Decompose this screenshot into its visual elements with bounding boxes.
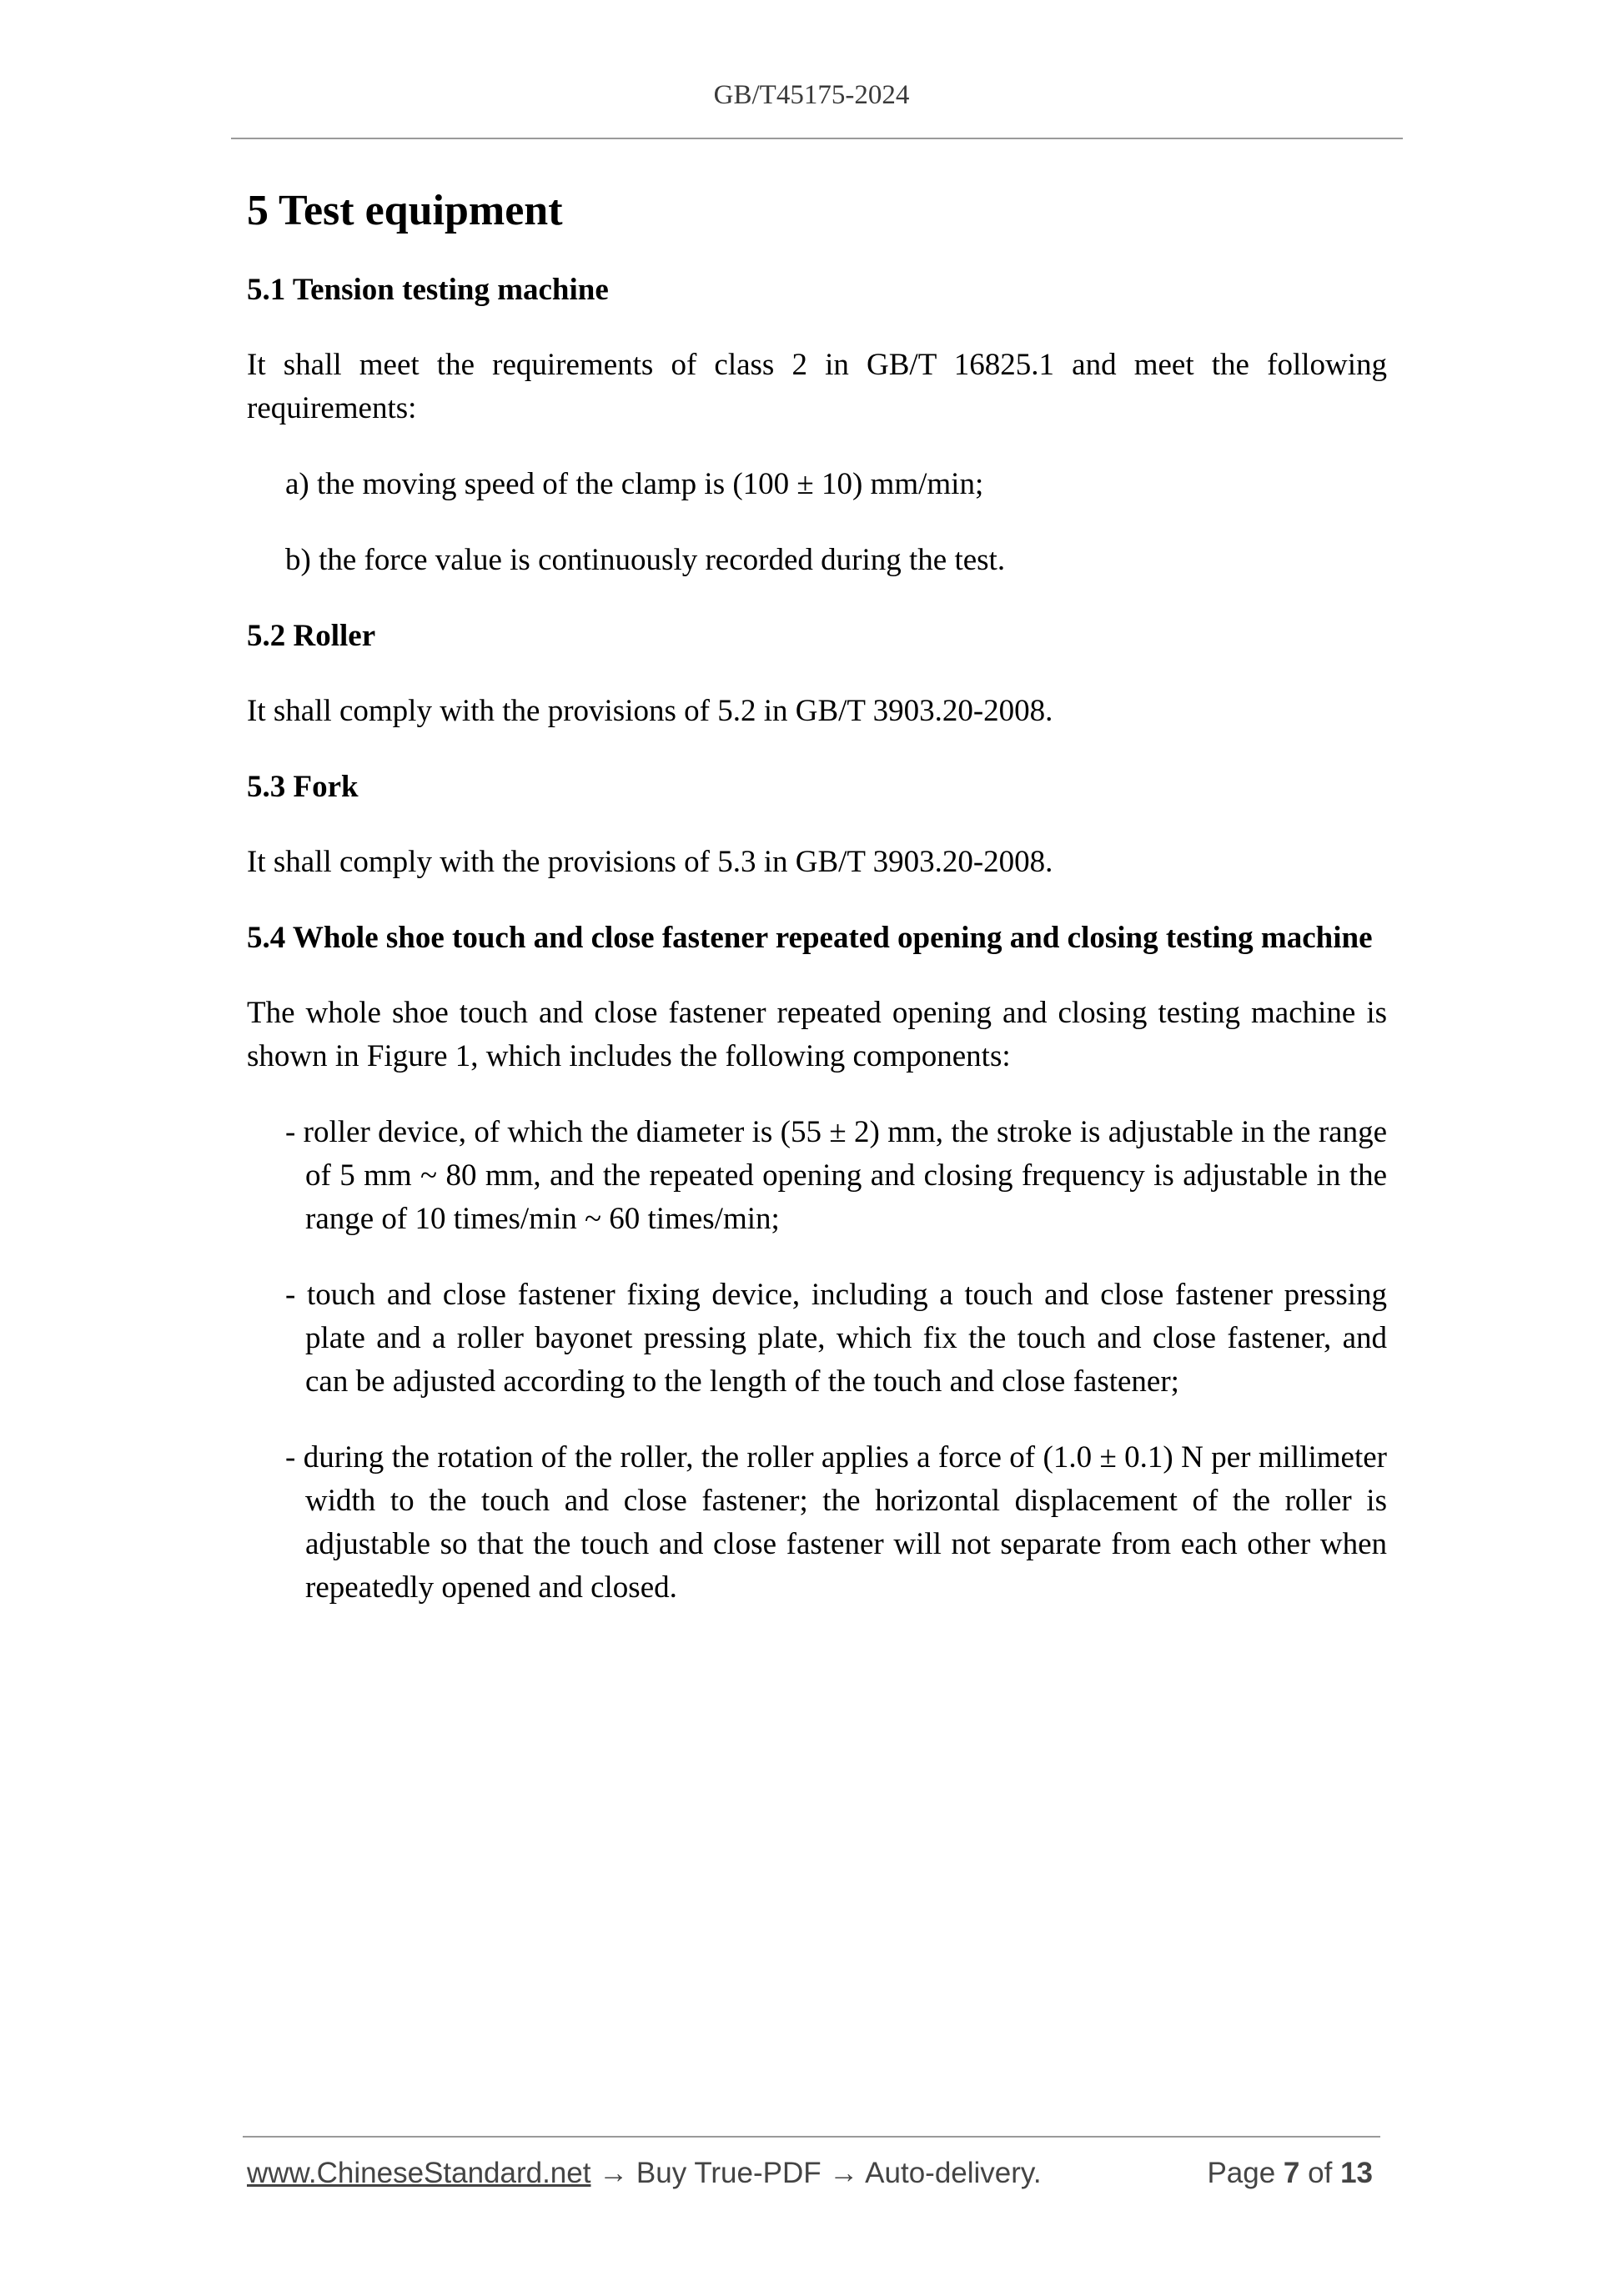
list-item: - touch and close fastener fixing device, including a touch and close fastener pressing plate and a roller bayonet pressing plate, which fix the touch and close fastener, and can be adjusted according to the length of the touch and close fastener; xyxy=(285,1278,1387,1399)
footer-promo xyxy=(247,2157,1042,2190)
list-item: a) the moving speed of the clamp is (100 ± 10) mm/min; xyxy=(285,467,984,502)
subsection-heading-5-3: 5.3 Fork xyxy=(247,770,359,805)
page-label: Page xyxy=(1207,2157,1276,2189)
footer-divider xyxy=(243,2136,1380,2138)
page-indicator xyxy=(1207,2157,1373,2190)
list-item: - during the rotation of the roller, the roller applies a force of (1.0 ± 0.1) N per millimeter width to the touch and close fastener; the horizontal displacement of the roller is adjustable so that the touch and close fastener will not separate from each other when repeatedly opened and closed. xyxy=(285,1440,1387,1605)
page-of-label: of xyxy=(1308,2157,1333,2189)
subsection-heading-5-1: 5.1 Tension testing machine xyxy=(247,273,609,308)
subsection-5-2-text: It shall comply with the provisions of 5.2 in GB/T 3903.20-2008. xyxy=(247,694,1053,729)
subsection-5-1-intro: It shall meet the requirements of class 2 in GB/T 16825.1 and meet the following requirements: xyxy=(247,348,1387,426)
subsection-5-4-intro: The whole shoe touch and close fastener repeated opening and closing testing machine is shown in Figure 1, which includes the following components: xyxy=(247,996,1387,1074)
subsection-heading-5-4: 5.4 Whole shoe touch and close fastener repeated opening and closing testing machine xyxy=(247,921,1373,956)
page-current: 7 xyxy=(1283,2157,1300,2189)
page-total: 13 xyxy=(1340,2157,1373,2189)
section-title: 5 Test equipment xyxy=(247,187,563,234)
page-content xyxy=(247,185,1387,1642)
list-item: - roller device, of which the diameter is (55 ± 2) mm, the stroke is adjustable in the range of 5 mm ~ 80 mm, and the repeated opening and closing frequency is adjustable in the range of 10 times/min ~ 60 times/min; xyxy=(285,1115,1387,1237)
list-item: b) the force value is continuously recorded during the test. xyxy=(285,543,1006,578)
website-link[interactable]: www.ChineseStandard.net xyxy=(247,2157,591,2189)
subsection-heading-5-2: 5.2 Roller xyxy=(247,619,376,654)
subsection-5-3-text: It shall comply with the provisions of 5.3 in GB/T 3903.20-2008. xyxy=(247,845,1053,880)
header-divider xyxy=(231,138,1403,139)
running-header: GB/T45175-2024 xyxy=(713,80,910,110)
footer-tagline: → Buy True-PDF → Auto-delivery. xyxy=(590,2157,1042,2189)
